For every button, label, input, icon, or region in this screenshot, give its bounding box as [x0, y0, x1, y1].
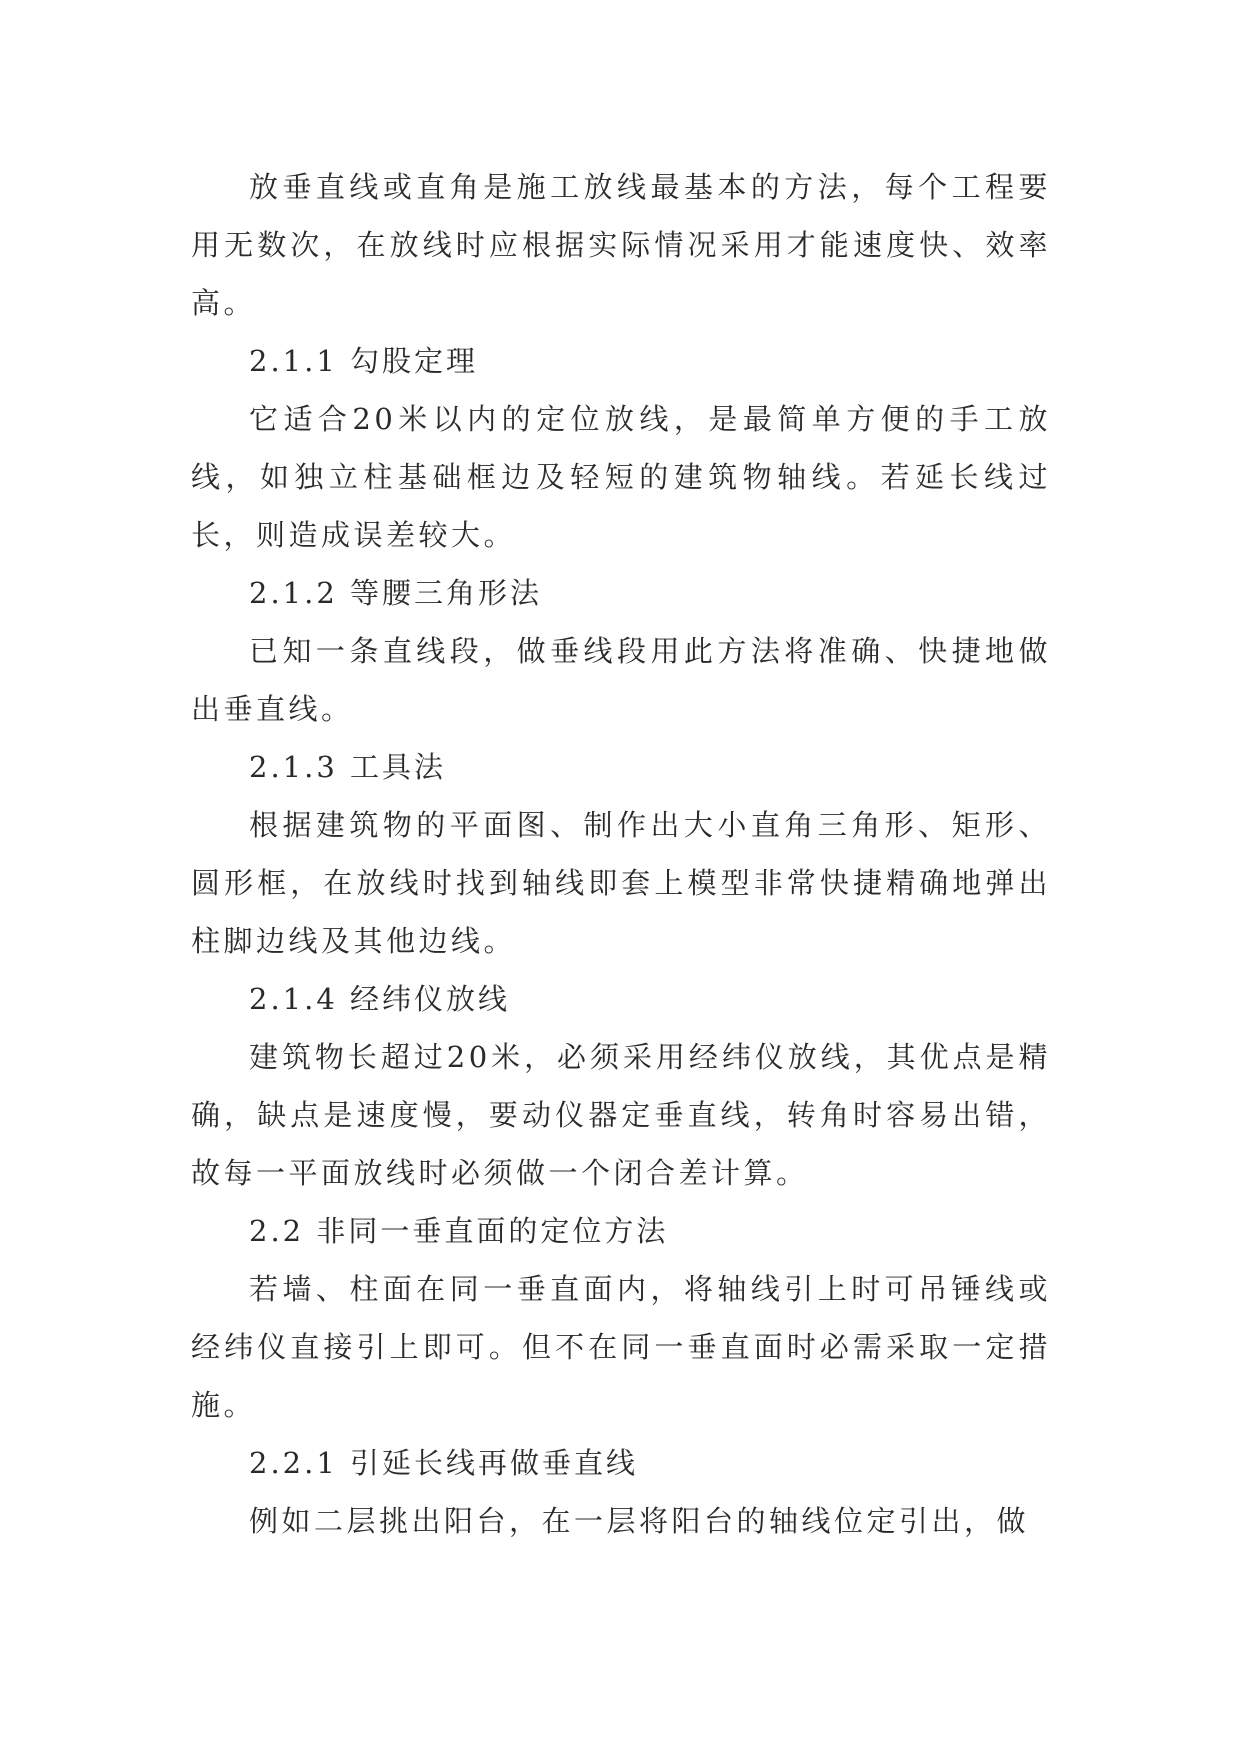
paragraph-non-vertical: 若墙、柱面在同一垂直面内，将轴线引上时可吊锤线或经纬仪直接引上即可。但不在同一垂直面时必需采取一定措施。	[191, 1272, 1051, 1422]
section-heading-2-2: 2.2 非同一垂直面的定位方法	[249, 1214, 669, 1248]
section-heading-2-1-3: 2.1.3 工具法	[249, 750, 447, 784]
paragraph-extension: 例如二层挑出阳台，在一层将阳台的轴线位定引出，做	[249, 1504, 1030, 1538]
paragraph-isosceles: 已知一条直线段，做垂线段用此方法将准确、快捷地做出垂直线。	[191, 634, 1051, 726]
section-heading-2-1-1: 2.1.1 勾股定理	[249, 344, 479, 378]
paragraph-pythagorean: 它适合20米以内的定位放线，是最简单方便的手工放线，如独立柱基础框边及轻短的建筑物轴线。若延长线过长，则造成误差较大。	[191, 402, 1051, 552]
intro-paragraph: 放垂直线或直角是施工放线最基本的方法，每个工程要用无数次，在放线时应根据实际情况采用才能速度快、效率高。	[191, 170, 1051, 320]
document-body	[191, 158, 1051, 1550]
paragraph-tool-method: 根据建筑物的平面图、制作出大小直角三角形、矩形、圆形框，在放线时找到轴线即套上模型非常快捷精确地弹出柱脚边线及其他边线。	[191, 808, 1051, 958]
section-heading-2-2-1: 2.2.1 引延长线再做垂直线	[249, 1446, 639, 1480]
paragraph-theodolite: 建筑物长超过20米，必须采用经纬仪放线，其优点是精确，缺点是速度慢，要动仪器定垂直线，转角时容易出错，故每一平面放线时必须做一个闭合差计算。	[191, 1040, 1051, 1190]
section-heading-2-1-4: 2.1.4 经纬仪放线	[249, 982, 511, 1016]
section-heading-2-1-2: 2.1.2 等腰三角形法	[249, 576, 543, 610]
